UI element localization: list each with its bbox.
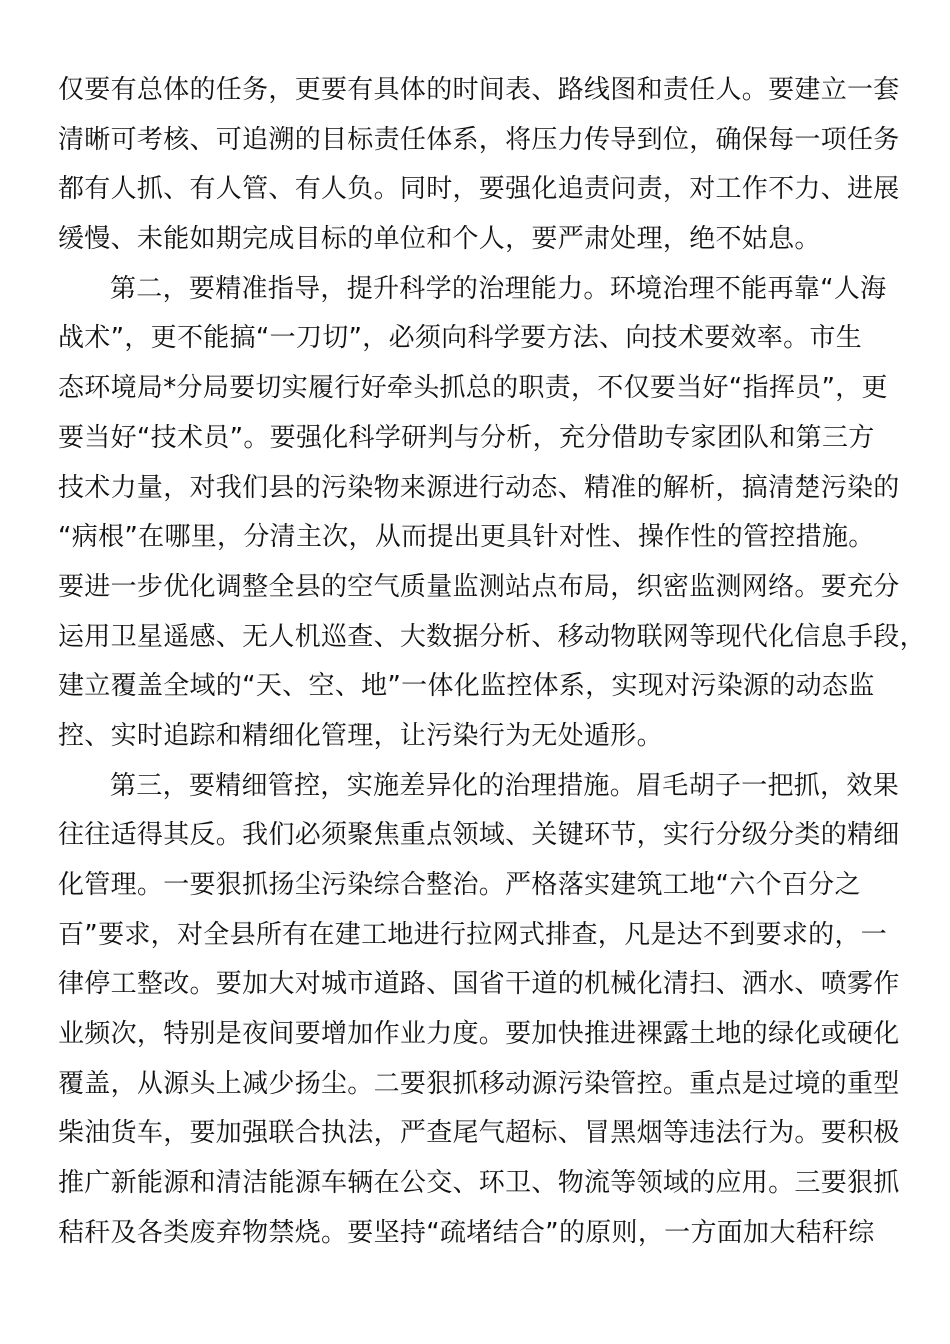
text-line: “病根”在哪里，分清主次，从而提出更具针对性、操作性的管控措施。 [58, 522, 875, 553]
text-line: 化管理。一要狠抓扬尘污染综合整治。严格落实建筑工地“六个百分之 [58, 870, 861, 900]
text-line: 战术”，更不能搞“一刀切”，必须向科学要方法、向技术要效率。市生 [58, 323, 863, 354]
text-line: 覆盖，从源头上减少扬尘。二要狠抓移动源污染管控。重点是过境的重型 [58, 1068, 900, 1099]
text-line: 柴油货车，要加强联合执法，严查尾气超标、冒黑烟等违法行为。要积极 [58, 1118, 900, 1149]
text-line: 控、实时追踪和精细化管理，让污染行为无处遁形。 [58, 720, 663, 751]
text-line: 要当好“技术员”。要强化科学研判与分析，充分借助专家团队和第三方 [58, 422, 875, 453]
text-line: 律停工整改。要加大对城市道路、国省干道的机械化清扫、洒水、喷雾作 [58, 969, 900, 1000]
paragraph-2-first-line: 第二，要精准指导，提升科学的治理能力。环境治理不能再靠“人海 [110, 273, 887, 304]
text-line: 要进一步优化调整全县的空气质量监测站点布局，织密监测网络。要充分 [58, 571, 900, 602]
document-body [58, 66, 926, 1259]
paragraph-3-first-line: 第三，要精细管控，实施差异化的治理措施。眉毛胡子一把抓，效果 [110, 770, 900, 801]
text-line: 都有人抓、有人管、有人负。同时，要强化追责问责，对工作不力、进展 [58, 174, 900, 205]
text-line: 技术力量，对我们县的污染物来源进行动态、精准的解析，搞清楚污染的 [58, 472, 900, 503]
text-line: 推广新能源和清洁能源车辆在公交、环卫、物流等领域的应用。三要狠抓 [58, 1168, 900, 1199]
text-line: 缓慢、未能如期完成目标的单位和个人，要严肃处理，绝不姑息。 [58, 224, 821, 255]
text-line: 运用卫星遥感、无人机巡查、大数据分析、移动物联网等现代化信息手段， [58, 621, 926, 652]
text-line: 往往适得其反。我们必须聚焦重点领域、关键环节，实行分级分类的精细 [58, 820, 900, 851]
text-line: 仅要有总体的任务，更要有具体的时间表、路线图和责任人。要建立一套 [58, 75, 900, 105]
text-line: 建立覆盖全域的“天、空、地”一体化监控体系，实现对污染源的动态监 [58, 671, 875, 702]
text-line: 业频次，特别是夜间要增加作业力度。要加快推进裸露土地的绿化或硬化 [58, 1019, 900, 1050]
text-line: 百”要求，对全县所有在建工地进行拉网式排查，凡是达不到要求的，一 [58, 919, 888, 950]
text-line: 态环境局*分局要切实履行好牵头抓总的职责，不仅要当好“指挥员”，更 [58, 373, 888, 404]
text-line: 秸秆及各类废弃物禁烧。要坚持“疏堵结合”的原则，一方面加大秸秆综 [58, 1217, 875, 1248]
text-line: 清晰可考核、可追溯的目标责任体系，将压力传导到位，确保每一项任务 [58, 124, 900, 155]
